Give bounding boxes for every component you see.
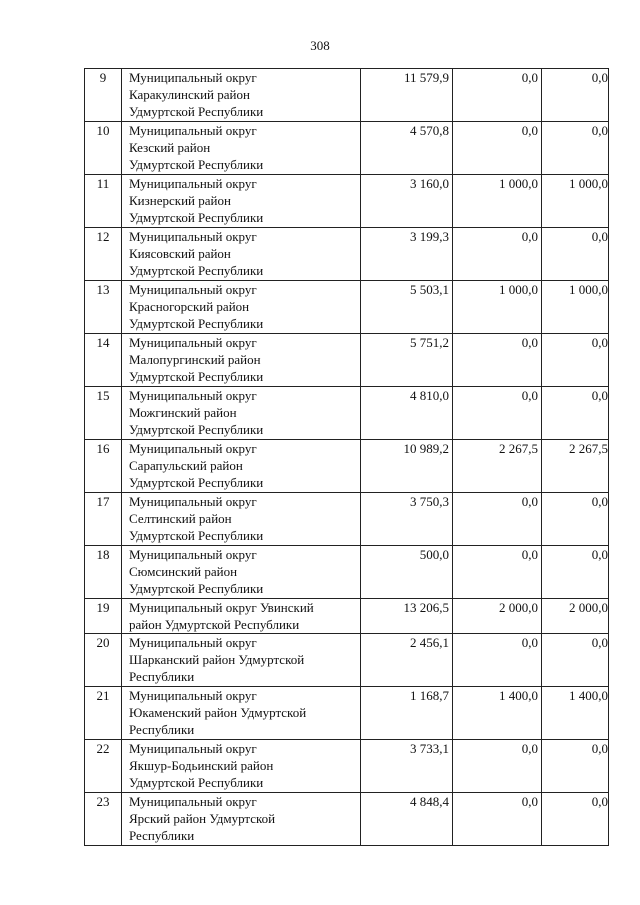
municipality-name bbox=[122, 740, 361, 793]
value-column-3: 2 267,5 bbox=[542, 440, 609, 493]
name-line: Ярский район Удмуртской bbox=[129, 811, 276, 826]
table-row bbox=[85, 122, 609, 175]
table-row bbox=[85, 69, 609, 122]
name-line: Муниципальный округ bbox=[129, 176, 257, 191]
table-row bbox=[85, 281, 609, 334]
name-line: Можгинский район bbox=[129, 405, 237, 420]
row-number: 16 bbox=[85, 440, 122, 493]
row-number: 20 bbox=[85, 634, 122, 687]
name-line: Сюмсинский район bbox=[129, 564, 238, 579]
value-column-3: 0,0 bbox=[542, 546, 609, 599]
value-column-1: 10 989,2 bbox=[361, 440, 453, 493]
name-line: Якшур-Бодьинский район bbox=[129, 758, 274, 773]
row-number: 10 bbox=[85, 122, 122, 175]
municipality-name bbox=[122, 440, 361, 493]
value-column-1: 500,0 bbox=[361, 546, 453, 599]
value-column-1: 5 503,1 bbox=[361, 281, 453, 334]
name-line: Удмуртской Республики bbox=[129, 775, 264, 790]
name-line: Удмуртской Республики bbox=[129, 157, 264, 172]
name-line: Муниципальный округ bbox=[129, 441, 257, 456]
row-number: 23 bbox=[85, 793, 122, 846]
name-line: Муниципальный округ bbox=[129, 229, 257, 244]
name-line: Муниципальный округ bbox=[129, 335, 257, 350]
row-number: 11 bbox=[85, 175, 122, 228]
name-line: Муниципальный округ bbox=[129, 794, 257, 809]
municipality-name bbox=[122, 69, 361, 122]
value-column-2: 1 000,0 bbox=[453, 281, 542, 334]
value-column-3: 0,0 bbox=[542, 634, 609, 687]
name-line: Муниципальный округ bbox=[129, 494, 257, 509]
value-column-3: 0,0 bbox=[542, 334, 609, 387]
value-column-3: 0,0 bbox=[542, 740, 609, 793]
municipality-name bbox=[122, 122, 361, 175]
name-line: Удмуртской Республики bbox=[129, 104, 264, 119]
name-line: Муниципальный округ bbox=[129, 123, 257, 138]
page-number: 308 bbox=[310, 38, 330, 53]
value-column-3: 0,0 bbox=[542, 69, 609, 122]
row-number: 14 bbox=[85, 334, 122, 387]
municipality-name bbox=[122, 599, 361, 634]
value-column-1: 3 733,1 bbox=[361, 740, 453, 793]
name-line: Кезский район bbox=[129, 140, 211, 155]
table-row bbox=[85, 493, 609, 546]
row-number: 22 bbox=[85, 740, 122, 793]
municipality-name bbox=[122, 228, 361, 281]
value-column-2: 0,0 bbox=[453, 334, 542, 387]
name-line: Каракулинский район bbox=[129, 87, 250, 102]
municipality-name bbox=[122, 793, 361, 846]
value-column-3: 1 400,0 bbox=[542, 687, 609, 740]
name-line: Республики bbox=[129, 722, 195, 737]
municipality-name bbox=[122, 387, 361, 440]
value-column-1: 1 168,7 bbox=[361, 687, 453, 740]
municipality-name bbox=[122, 546, 361, 599]
value-column-3: 1 000,0 bbox=[542, 175, 609, 228]
value-column-3: 0,0 bbox=[542, 228, 609, 281]
value-column-3: 0,0 bbox=[542, 793, 609, 846]
row-number: 12 bbox=[85, 228, 122, 281]
name-line: Муниципальный округ bbox=[129, 282, 257, 297]
municipality-name bbox=[122, 493, 361, 546]
municipality-name bbox=[122, 687, 361, 740]
table-row bbox=[85, 793, 609, 846]
value-column-1: 3 160,0 bbox=[361, 175, 453, 228]
value-column-2: 0,0 bbox=[453, 793, 542, 846]
name-line: Муниципальный округ bbox=[129, 635, 257, 650]
table-row bbox=[85, 387, 609, 440]
row-number: 13 bbox=[85, 281, 122, 334]
name-line: Шарканский район Удмуртской bbox=[129, 652, 305, 667]
name-line: Удмуртской Республики bbox=[129, 263, 264, 278]
budget-table bbox=[84, 68, 609, 846]
row-number: 9 bbox=[85, 69, 122, 122]
value-column-2: 1 400,0 bbox=[453, 687, 542, 740]
value-column-2: 0,0 bbox=[453, 493, 542, 546]
table-row bbox=[85, 634, 609, 687]
value-column-1: 5 751,2 bbox=[361, 334, 453, 387]
table-row bbox=[85, 599, 609, 634]
value-column-2: 0,0 bbox=[453, 546, 542, 599]
value-column-2: 0,0 bbox=[453, 228, 542, 281]
name-line: Киясовский район bbox=[129, 246, 231, 261]
municipality-name bbox=[122, 334, 361, 387]
name-line: Муниципальный округ bbox=[129, 70, 257, 85]
value-column-2: 0,0 bbox=[453, 740, 542, 793]
table-row bbox=[85, 687, 609, 740]
name-line: Удмуртской Республики bbox=[129, 369, 264, 384]
value-column-3: 0,0 bbox=[542, 122, 609, 175]
value-column-3: 0,0 bbox=[542, 387, 609, 440]
table-row bbox=[85, 175, 609, 228]
name-line: Красногорский район bbox=[129, 299, 250, 314]
value-column-1: 4 570,8 bbox=[361, 122, 453, 175]
name-line: Сарапульский район bbox=[129, 458, 243, 473]
name-line: Удмуртской Республики bbox=[129, 581, 264, 596]
table-row bbox=[85, 334, 609, 387]
name-line: Удмуртской Республики bbox=[129, 422, 264, 437]
name-line: Муниципальный округ bbox=[129, 688, 257, 703]
name-line: Муниципальный округ bbox=[129, 741, 257, 756]
value-column-1: 3 750,3 bbox=[361, 493, 453, 546]
value-column-2: 1 000,0 bbox=[453, 175, 542, 228]
name-line: Республики bbox=[129, 669, 195, 684]
table-row bbox=[85, 228, 609, 281]
row-number: 17 bbox=[85, 493, 122, 546]
row-number: 21 bbox=[85, 687, 122, 740]
name-line: Удмуртской Республики bbox=[129, 475, 264, 490]
table-row bbox=[85, 440, 609, 493]
value-column-2: 2 267,5 bbox=[453, 440, 542, 493]
name-line: Кизнерский район bbox=[129, 193, 231, 208]
value-column-2: 0,0 bbox=[453, 634, 542, 687]
municipality-name bbox=[122, 634, 361, 687]
value-column-3: 2 000,0 bbox=[542, 599, 609, 634]
name-line: Удмуртской Республики bbox=[129, 210, 264, 225]
name-line: Муниципальный округ bbox=[129, 547, 257, 562]
value-column-1: 11 579,9 bbox=[361, 69, 453, 122]
value-column-1: 4 810,0 bbox=[361, 387, 453, 440]
name-line: Удмуртской Республики bbox=[129, 316, 264, 331]
municipality-name bbox=[122, 175, 361, 228]
value-column-3: 1 000,0 bbox=[542, 281, 609, 334]
value-column-2: 0,0 bbox=[453, 69, 542, 122]
name-line: район Удмуртской Республики bbox=[129, 617, 300, 632]
name-line: Юкаменский район Удмуртской bbox=[129, 705, 307, 720]
name-line: Селтинский район bbox=[129, 511, 232, 526]
table-row bbox=[85, 546, 609, 599]
name-line: Республики bbox=[129, 828, 195, 843]
value-column-1: 4 848,4 bbox=[361, 793, 453, 846]
value-column-2: 0,0 bbox=[453, 122, 542, 175]
name-line: Удмуртской Республики bbox=[129, 528, 264, 543]
row-number: 15 bbox=[85, 387, 122, 440]
name-line: Муниципальный округ Увинский bbox=[129, 600, 314, 615]
municipality-name bbox=[122, 281, 361, 334]
value-column-2: 0,0 bbox=[453, 387, 542, 440]
table-row bbox=[85, 740, 609, 793]
row-number: 19 bbox=[85, 599, 122, 634]
value-column-1: 13 206,5 bbox=[361, 599, 453, 634]
name-line: Муниципальный округ bbox=[129, 388, 257, 403]
value-column-3: 0,0 bbox=[542, 493, 609, 546]
row-number: 18 bbox=[85, 546, 122, 599]
name-line: Малопургинский район bbox=[129, 352, 261, 367]
value-column-1: 3 199,3 bbox=[361, 228, 453, 281]
value-column-2: 2 000,0 bbox=[453, 599, 542, 634]
value-column-1: 2 456,1 bbox=[361, 634, 453, 687]
